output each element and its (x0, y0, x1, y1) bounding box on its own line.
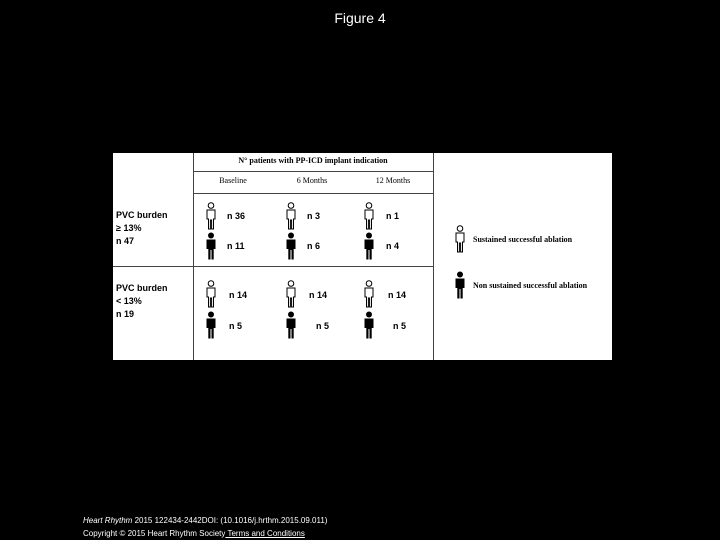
citation-footer (83, 514, 327, 540)
legend-sustained: Sustained successful ablation (473, 235, 573, 244)
count-cell: n 14 (388, 290, 407, 300)
copyright-text: Copyright © 2015 Heart Rhythm Society (83, 529, 226, 538)
row-label-high-burden: PVC burden ≥ 13% n 47 (116, 210, 168, 246)
person-filled-icon (363, 232, 375, 260)
table-header: N° patients with PP-ICD implant indication (238, 156, 388, 165)
slide-title: Figure 4 (334, 10, 386, 26)
grid-line (113, 266, 433, 267)
column-header-6-months: 6 Months (296, 176, 328, 185)
person-filled-icon (285, 311, 297, 339)
count-cell: n 36 (227, 211, 246, 221)
person-outline-icon (285, 202, 297, 230)
grid-line (193, 193, 433, 194)
grid-line (433, 153, 434, 360)
count-cell: n 5 (229, 321, 243, 331)
journal-name: Heart Rhythm (83, 516, 133, 525)
count-cell: n 3 (307, 211, 321, 221)
grid-line (193, 171, 433, 172)
figure-panel (113, 153, 612, 360)
grid-line (193, 153, 194, 360)
person-filled-icon (285, 232, 297, 260)
count-cell: n 5 (316, 321, 330, 331)
person-filled-icon (363, 311, 375, 339)
citation-line (83, 514, 327, 527)
count-cell: n 11 (227, 241, 245, 251)
legend-non-sustained: Non sustained successful ablation (473, 281, 588, 290)
person-outline-icon (363, 280, 375, 308)
legend-outline-person-icon (454, 225, 466, 253)
person-outline-icon (205, 202, 217, 230)
count-cell: n 14 (309, 290, 328, 300)
person-outline-icon (363, 202, 375, 230)
count-cell: n 5 (393, 321, 407, 331)
terms-link[interactable]: Terms and Conditions (225, 529, 305, 538)
count-cell: n 1 (386, 211, 400, 221)
count-cell: n 6 (307, 241, 321, 251)
citation-text: 2015 122434-2442DOI: (10.1016/j.hrthm.2015.09.011) (132, 516, 328, 525)
row-label-low-burden: PVC burden < 13% n 19 (116, 283, 168, 319)
count-cell: n 4 (386, 241, 400, 251)
legend-filled-person-icon (454, 271, 466, 299)
copyright-line (83, 527, 327, 540)
person-filled-icon (205, 311, 217, 339)
count-cell: n 14 (229, 290, 248, 300)
person-outline-icon (205, 280, 217, 308)
column-header-12-months: 12 Months (375, 176, 411, 185)
person-filled-icon (205, 232, 217, 260)
column-header-baseline: Baseline (219, 176, 247, 185)
person-outline-icon (285, 280, 297, 308)
